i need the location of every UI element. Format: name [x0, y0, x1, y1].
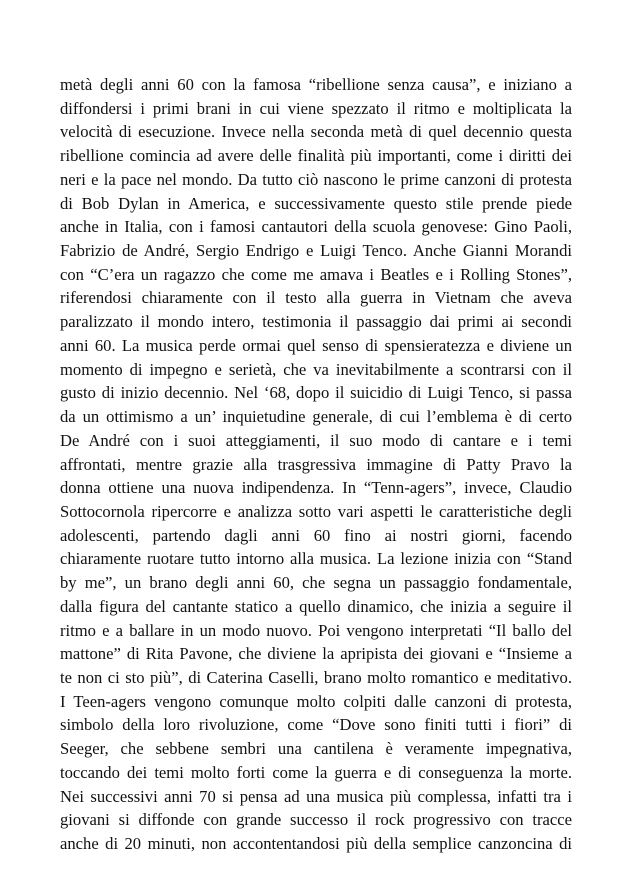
text-line: riferendosi chiaramente con il testo alla guerra in Vietnam che aveva	[60, 288, 572, 308]
text-line: anni 60. La musica perde ormai quel senso di spensieratezza e diviene un	[60, 335, 572, 355]
text-line: momento di impegno e serietà, che va inevitabilmente a scontrarsi con il	[60, 359, 572, 379]
text-line: affrontati, mentre grazie alla trasgressiva immagine di Patty Pravo la	[60, 454, 572, 474]
text-line: dalla figura del cantante statico a quello dinamico, che inizia a seguire il	[60, 596, 572, 616]
text-line: mattone” di Rita Pavone, che diviene la apripista dei giovani e “Insieme a	[60, 644, 572, 664]
text-line: con “C’era un ragazzo che come me amava i Beatles e i Rolling Stones”,	[60, 264, 572, 284]
body-text	[60, 73, 572, 856]
text-line: di Bob Dylan in America, e successivamente questo stile prende piede	[60, 193, 572, 213]
text-line: Seeger, che sebbene sembri una cantilena è veramente impegnativa,	[60, 739, 572, 759]
text-line: toccando dei temi molto forti come la guerra e di conseguenza la morte.	[60, 762, 572, 782]
text-line: donna ottiene una nuova indipendenza. In “Tenn-agers”, invece, Claudio	[60, 478, 572, 498]
text-line: da un ottimismo a un’ inquietudine generale, di cui l’emblema è di certo	[60, 407, 572, 427]
text-line: Sottocornola ripercorre e analizza sotto vari aspetti le caratteristiche degli	[60, 501, 572, 521]
text-line: diffondersi i primi brani in cui viene spezzato il ritmo e moltiplicata la	[60, 98, 572, 118]
text-line: I Teen-agers vengono comunque molto colpiti dalle canzoni di protesta,	[60, 691, 572, 711]
text-line: te non ci sto più”, di Caterina Caselli, brano molto romantico e meditativo.	[60, 667, 572, 687]
text-line: adolescenti, partendo dagli anni 60 fino ai nostri giorni, facendo	[60, 525, 572, 545]
text-line: velocità di esecuzione. Invece nella seconda metà di quel decennio questa	[60, 122, 572, 142]
text-line: anche di 20 minuti, non accontentandosi più della semplice canzoncina di	[60, 834, 572, 853]
text-line: paralizzato il mondo intero, testimonia il passaggio dai primi ai secondi	[60, 312, 572, 332]
text-line: ribellione comincia ad avere delle finalità più importanti, come i diritti dei	[60, 146, 572, 166]
text-line: simbolo della loro rivoluzione, come “Dove sono finiti tutti i fiori” di	[60, 715, 572, 735]
text-line: anche in Italia, con i famosi cantautori della scuola genovese: Gino Paoli,	[60, 217, 572, 237]
text-line: ritmo e a ballare in un modo nuovo. Poi vengono interpretati “Il ballo del	[60, 620, 572, 640]
text-line: Fabrizio de André, Sergio Endrigo e Luigi Tenco. Anche Gianni Morandi	[60, 241, 572, 261]
text-line: by me”, un brano degli anni 60, che segna un passaggio fondamentale,	[60, 573, 572, 593]
text-line: Nei successivi anni 70 si pensa ad una musica più complessa, infatti tra i	[60, 786, 572, 806]
text-line: metà degli anni 60 con la famosa “ribellione senza causa”, e iniziano a	[60, 75, 572, 94]
text-line: De André con i suoi atteggiamenti, il suo modo di cantare e i temi	[60, 430, 572, 450]
text-line: giovani si diffonde con grande successo il rock progressivo con tracce	[60, 810, 572, 830]
text-line: gusto di inizio decennio. Nel ‘68, dopo il suicidio di Luigi Tenco, si passa	[60, 383, 572, 403]
text-line: neri e la pace nel mondo. Da tutto ciò nascono le prime canzoni di protesta	[60, 169, 572, 189]
text-line: chiaramente ruotare tutto intorno alla musica. La lezione inizia con “Stand	[60, 549, 572, 569]
